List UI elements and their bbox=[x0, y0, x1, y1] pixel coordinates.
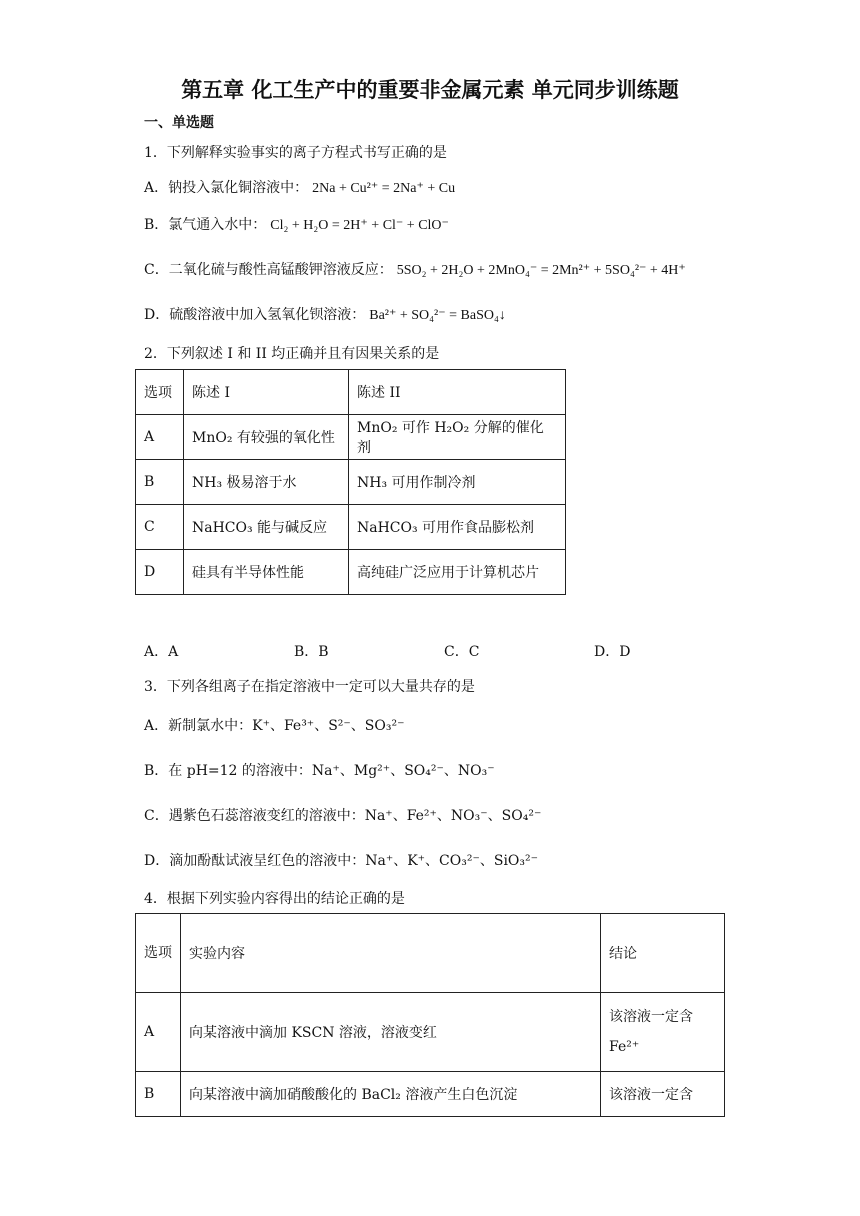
q3-option-a: A．新制氯水中：K⁺、Fe³⁺、S²⁻、SO₃²⁻ bbox=[144, 718, 405, 734]
table-cell: A bbox=[136, 415, 184, 460]
table-cell: 该溶液一定含 bbox=[601, 1072, 725, 1117]
q1-option-d: D．硫酸溶液中加入氢氧化钡溶液： Ba²⁺ + SO₄²⁻ = BaSO₄↓ bbox=[144, 307, 506, 323]
table-cell: 高纯硅广泛应用于计算机芯片 bbox=[349, 550, 566, 595]
q1-stem: 1．下列解释实验事实的离子方程式书写正确的是 bbox=[144, 145, 447, 161]
table-cell: B bbox=[136, 1072, 181, 1117]
table-row bbox=[136, 415, 566, 460]
table-cell: A bbox=[136, 993, 181, 1072]
q4-stem: 4．根据下列实验内容得出的结论正确的是 bbox=[144, 891, 405, 907]
q3-stem: 3．下列各组离子在指定溶液中一定可以大量共存的是 bbox=[144, 679, 475, 695]
q1-option-c: C．二氧化硫与酸性高锰酸钾溶液反应： 5SO₂ + 2H₂O + 2MnO₄⁻ = 2Mn²⁺ + 5SO₄²⁻ + 4H⁺ bbox=[144, 262, 686, 278]
table-row bbox=[136, 460, 566, 505]
table-header-cell: 实验内容 bbox=[181, 914, 601, 993]
table-row bbox=[136, 1072, 725, 1117]
q2-option-b: B．B bbox=[294, 644, 329, 660]
q3-option-d: D．滴加酚酞试液呈红色的溶液中：Na⁺、K⁺、CO₃²⁻、SiO₃²⁻ bbox=[144, 853, 539, 869]
table-row bbox=[136, 505, 566, 550]
q2-option-c: C．C bbox=[444, 644, 480, 660]
q2-stem: 2．下列叙述 I 和 II 均正确并且有因果关系的是 bbox=[144, 346, 440, 362]
q1-option-b: B．氯气通入水中： Cl₂ + H₂O = 2H⁺ + Cl⁻ + ClO⁻ bbox=[144, 217, 449, 233]
q2-table bbox=[135, 369, 566, 595]
table-cell: NH₃ 极易溶于水 bbox=[184, 460, 349, 505]
table-header-cell: 结论 bbox=[601, 914, 725, 993]
table-header-row bbox=[136, 914, 725, 993]
table-row bbox=[136, 550, 566, 595]
table-header-cell: 选项 bbox=[136, 914, 181, 993]
table-cell: NH₃ 可用作制冷剂 bbox=[349, 460, 566, 505]
table-row bbox=[136, 993, 725, 1072]
table-cell: NaHCO₃ 可用作食品膨松剂 bbox=[349, 505, 566, 550]
q4-table bbox=[135, 913, 725, 1117]
q1-option-a: A．钠投入氯化铜溶液中： 2Na + Cu²⁺ = 2Na⁺ + Cu bbox=[144, 180, 456, 196]
q2-option-a: A．A bbox=[144, 644, 179, 660]
q2-option-d: D．D bbox=[594, 644, 631, 660]
table-cell: 向某溶液中滴加 KSCN 溶液，溶液变红 bbox=[181, 993, 601, 1072]
table-cell: 硅具有半导体性能 bbox=[184, 550, 349, 595]
page-title: 第五章 化工生产中的重要非金属元素 单元同步训练题 bbox=[181, 78, 679, 102]
table-header-cell: 陈述 I bbox=[184, 370, 349, 415]
table-header-cell: 选项 bbox=[136, 370, 184, 415]
table-cell: MnO₂ 可作 H₂O₂ 分解的催化剂 bbox=[349, 415, 566, 460]
table-header-cell: 陈述 II bbox=[349, 370, 566, 415]
table-cell: NaHCO₃ 能与碱反应 bbox=[184, 505, 349, 550]
q3-option-b: B．在 pH=12 的溶液中：Na⁺、Mg²⁺、SO₄²⁻、NO₃⁻ bbox=[144, 763, 495, 779]
table-cell: MnO₂ 有较强的氧化性 bbox=[184, 415, 349, 460]
table-header-row bbox=[136, 370, 566, 415]
table-cell: C bbox=[136, 505, 184, 550]
table-cell: 该溶液一定含 Fe²⁺ bbox=[601, 993, 725, 1072]
table-cell: B bbox=[136, 460, 184, 505]
table-cell: 向某溶液中滴加硝酸酸化的 BaCl₂ 溶液产生白色沉淀 bbox=[181, 1072, 601, 1117]
section-heading: 一、单选题 bbox=[144, 115, 214, 131]
table-cell: D bbox=[136, 550, 184, 595]
q3-option-c: C．遇紫色石蕊溶液变红的溶液中：Na⁺、Fe²⁺、NO₃⁻、SO₄²⁻ bbox=[144, 808, 542, 824]
